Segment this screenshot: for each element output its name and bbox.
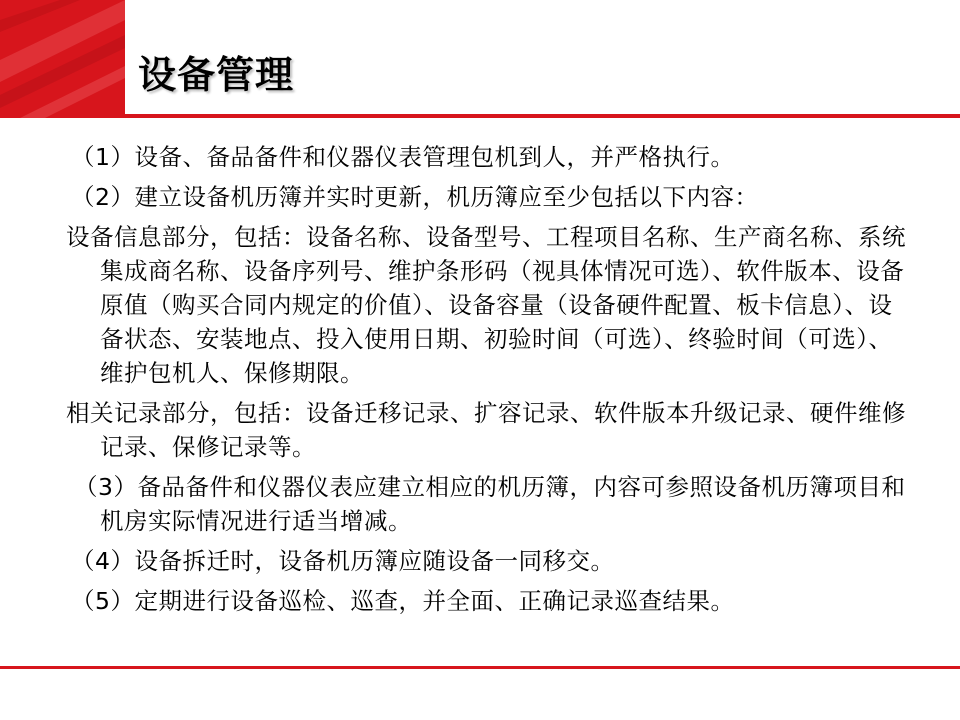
slide-body [66,140,916,624]
footer-divider [0,666,960,669]
device-info-section: 设备信息部分，包括：设备名称、设备型号、工程项目名称、生产商名称、系统集成商名称、设备序列号、维护条形码（视具体情况可选）、软件版本、设备原值（购买合同内规定的价值）、设备容量（设备硬件配置、板卡信息）、设备状态、安装地点、投入使用日期、初验时间（可选）、终验时间（可选）、维护包机人、保修期限。 [66,223,906,387]
item-5-text: （5）定期进行设备巡检、巡查，并全面、正确记录巡查结果。 [71,587,735,615]
item-4-text: （4）设备拆迁时，设备机历簿应随设备一同移交。 [71,547,615,575]
header-divider [125,114,960,118]
slide-title: 设备管理 [138,53,295,97]
corner-stripes-graphic [0,0,125,118]
related-records-section: 相关记录部分，包括：设备迁移记录、扩容记录、软件版本升级记录、硬件维修记录、保修记录等。 [66,399,906,461]
item-3-text: （3）备品备件和仪器仪表应建立相应的机历簿，内容可参照设备机历簿项目和机房实际情况进行适当增减。 [74,473,906,535]
corner-decoration [0,0,125,118]
item-2-text: （2）建立设备机历簿并实时更新，机历簿应至少包括以下内容： [71,183,759,211]
item-1-text: （1）设备、备品备件和仪器仪表管理包机到人，并严格执行。 [71,143,735,171]
